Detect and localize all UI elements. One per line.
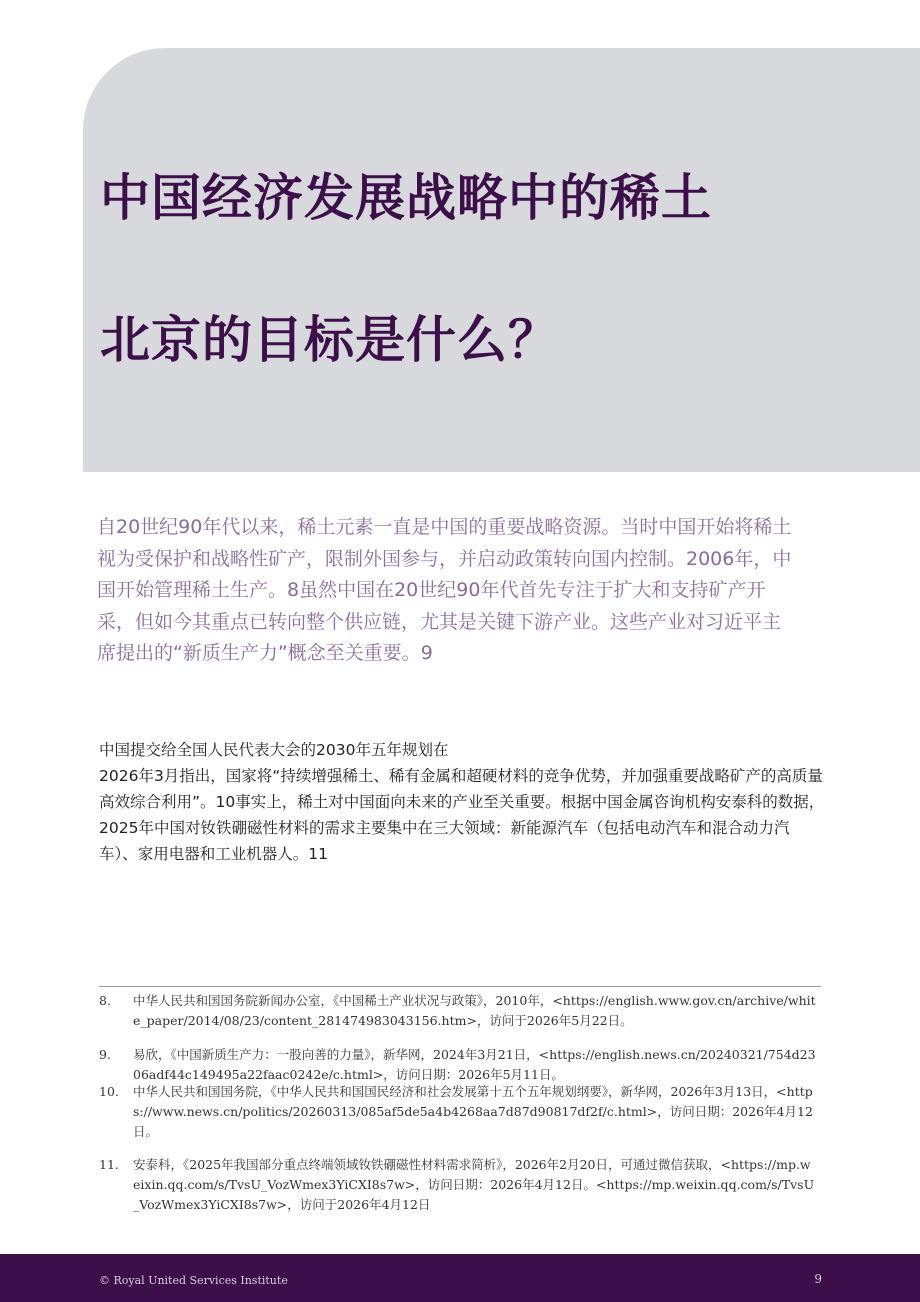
- body-paragraph: [99, 737, 827, 867]
- footnote-number: 10.: [99, 1084, 119, 1099]
- footnote-number: 8.: [99, 993, 111, 1008]
- body-paragraph-first-line: 中国提交给全国人民代表大会的2030年五年规划在: [99, 741, 449, 759]
- footnote-number: 11.: [99, 1157, 119, 1172]
- footnote-divider: [99, 986, 821, 987]
- footnote-8: [99, 991, 817, 1031]
- footnote-text[interactable]: 中华人民共和国国务院，《中华人民共和国国民经济和社会发展第十五个五年规划纲要》，新华网，2026年3月13日，<https://www.news.cn/politics/20260313/085af5de5a4b4268aa7d87d90817df2f/c.html>，访问日期：2026年4月12日。: [133, 1084, 813, 1139]
- footnote-text[interactable]: 中华人民共和国国务院新闻办公室，《中国稀土产业状况与政策》，2010年，<https://english.www.gov.cn/archive/white_paper/2014/08/23/content_281474983043156.htm>，访问于2026年5月22日。: [133, 993, 816, 1028]
- body-paragraph-text: 2026年3月指出，国家将“持续增强稀土、稀有金属和超硬材料的竞争优势，并加强重要战略矿产的高质量高效综合利用”。10事实上，稀土对中国面向未来的产业至关重要。根据中国金属咨询机构安泰科的数据，2025年中国对钕铁硼磁性材料的需求主要集中在三大领域：新能源汽车（包括电动汽车和混合动力汽车）、家用电器和工业机器人。11: [99, 767, 825, 863]
- footnote-number: 9.: [99, 1047, 111, 1062]
- footnote-9: [99, 1045, 817, 1085]
- page-number: 9: [814, 1272, 822, 1286]
- footnote-text[interactable]: 易欣，《中国新质生产力：一股向善的力量》，新华网，2024年3月21日，<https://english.news.cn/20240321/754d2306adf44c149495a22faac0242e/c.html>，访问日期：2026年5月11日。: [133, 1047, 816, 1082]
- footnote-text[interactable]: 安泰科，《2025年我国部分重点终端领域钕铁硼磁性材料需求简析》，2026年2月20日，可通过微信获取，<https://mp.weixin.qq.com/s/TvsU_VozWmex3YiCXI8s7w>，访问日期：2026年4月12日。<https://mp.weixin.qq.com/s/TvsU_VozWmex3YiCXI8s7w>，访问于2026年4月12日: [133, 1157, 815, 1212]
- footnote-11: [99, 1155, 817, 1215]
- page-footer: [0, 1254, 920, 1302]
- page-title: 中国经济发展战略中的稀土: [100, 169, 712, 227]
- intro-paragraph: 自20世纪90年代以来，稀土元素一直是中国的重要战略资源。当时中国开始将稀土视为受保护和战略性矿产，限制外国参与，并启动政策转向国内控制。2006年，中国开始管理稀土生产。8虽然中国在20世纪90年代首先专注于扩大和支持矿产开采，但如今其重点已转向整个供应链，尤其是关键下游产业。这些产业对习近平主席提出的“新质生产力”概念至关重要。9: [97, 516, 792, 664]
- header-panel: [83, 48, 920, 472]
- copyright-notice: © Royal United Services Institute: [99, 1274, 288, 1287]
- page-subtitle: 北京的目标是什么？: [100, 311, 559, 369]
- footnote-10: [99, 1082, 817, 1142]
